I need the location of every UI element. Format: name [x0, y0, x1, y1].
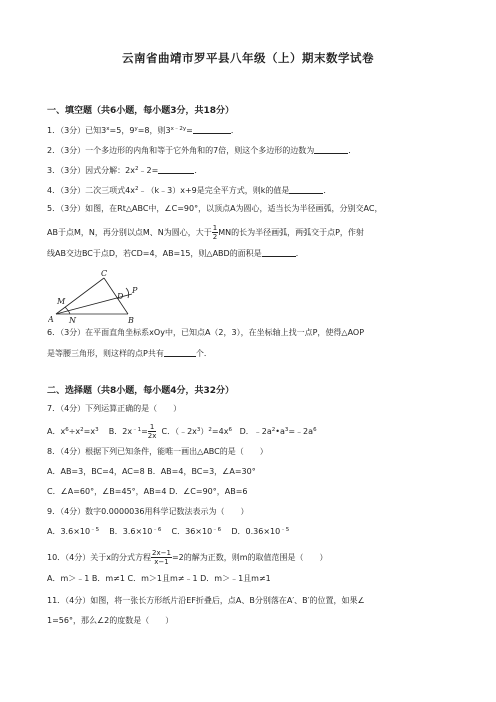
fraction-equation: $\frac{2x-1}{x-1}$ [152, 549, 171, 566]
question-3: 3．（3分）因式分解：$2x^2﹣2=$ ． [47, 166, 203, 175]
question-10-options[interactable]: A．m＞﹣1 B．m≠1 C．m＞1且m≠﹣1 D．m＞﹣1且m≠1 [47, 574, 271, 583]
option-b[interactable]: B．$3.6\times 10^{﹣6}$ [109, 527, 162, 536]
option-b[interactable]: B．$2x^{﹣1}=$ $\frac{1}{2x}$ [108, 423, 157, 440]
question-11-line-1: 11．（4分）如图，将一张长方形纸片沿EF折叠后，点A、B分别落在A′、B′的位置，如果∠ [47, 596, 365, 605]
label-n: N [69, 316, 76, 325]
label-b: B [128, 316, 134, 325]
answer-blank[interactable] [289, 184, 323, 194]
answer-blank[interactable] [193, 124, 231, 134]
triangle-figure [48, 269, 138, 327]
section-heading-fill-in: 一、填空题（共6小题，每小题3分，共18分） [47, 106, 235, 116]
question-7-stem: 7．（4分）下列运算正确的是（ ） [47, 404, 182, 413]
label-a: A [48, 315, 54, 324]
question-8-stem: 8．（4分）根据下列已知条件，能唯一画出△ABC的是（ ） [47, 447, 268, 456]
question-4: 4．（3分）二次三项式$4x^2﹣(k﹣3)x+9$是完全平方式，则k的值是 ． [47, 186, 332, 195]
option-c[interactable]: C．$(﹣2x^3)^2=4x^6$ [161, 427, 232, 436]
question-5-line-3: 线AB交边BC于点D，若CD=4，AB=15，则△ABD的面积是 ． [47, 249, 304, 258]
label-d: D [117, 292, 124, 301]
answer-blank[interactable] [314, 144, 348, 154]
question-11-line-2: 1=56°，那么∠2的度数是（ ） [47, 616, 174, 625]
option-a[interactable]: A．$x^6\div x^2=x^3$ [47, 427, 99, 436]
answer-blank[interactable] [164, 347, 196, 357]
question-9-stem: 9．（4分）数字0.0000036用科学记数法表示为（ ） [47, 507, 249, 516]
page-title: 云南省曲靖市罗平县八年级（上）期末数学试卷 [122, 51, 374, 65]
question-10-stem: 10．（4分）关于x的分式方程 $\frac{2x-1}{x-1}$ =2的解为正数，则m的取值范围是（ ） [47, 549, 328, 566]
label-c: C [101, 269, 108, 278]
answer-blank[interactable] [158, 164, 194, 174]
label-p: P [132, 286, 138, 295]
question-2: 2．（3分）一个多边形的内角和等于它外角和的7倍，则这个多边形的边数为 ． [47, 146, 357, 155]
option-d[interactable]: D．$﹣2a^2•a^3=﹣2a^6$ [239, 427, 317, 436]
segment-ac [56, 278, 104, 314]
fraction-one-over-2x: $\frac{1}{2x}$ [147, 423, 157, 440]
question-6-line-2: 是等腰三角形，则这样的点P共有 个． [47, 349, 212, 358]
label-m: M [57, 297, 66, 306]
arc-p [126, 288, 129, 298]
question-9-options [47, 526, 467, 537]
option-c[interactable]: C．$36\times 10^{﹣6}$ [171, 527, 222, 536]
question-8-options-row-2[interactable]: C．∠A=60°，∠B=45°，AB=4 D．∠C=90°，AB=6 [47, 487, 248, 496]
section-heading-multiple-choice: 二、选择题（共8小题，每小题4分，共32分） [47, 386, 235, 396]
option-a[interactable]: A．$3.6\times 10^{﹣5}$ [47, 527, 100, 536]
question-7-options [47, 423, 467, 440]
question-5-line-1: 5．（3分）如图，在Rt△ABC中，∠C=90°，以顶点A为圆心，适当长为半径画弧，分别交AC， [47, 204, 383, 213]
fraction-one-half: $\frac{1}{2}$ [212, 224, 218, 241]
answer-blank[interactable] [262, 247, 296, 257]
question-6-line-1: 6．（3分）在平面直角坐标系xOy中，已知点A（2，3），在坐标轴上找一点P，使得△AOP [47, 328, 365, 337]
question-5-line-2: AB于点M，N，再分别以点M、N为圆心，大于 $\frac{1}{2}$ MN的长为半径画弧，两弧交于点P，作射 [47, 224, 364, 241]
option-d[interactable]: D．$0.36\times 10^{﹣5}$ [231, 527, 290, 536]
question-8-options-row-1[interactable]: A．AB=3，BC=4，AC=8 B．AB=4，BC=3，∠A=30° [47, 467, 256, 476]
question-1: 1．（3分）已知$3^x=5$，$9^y=8$，则$3^{x﹣2y}=$ ． [47, 126, 239, 135]
